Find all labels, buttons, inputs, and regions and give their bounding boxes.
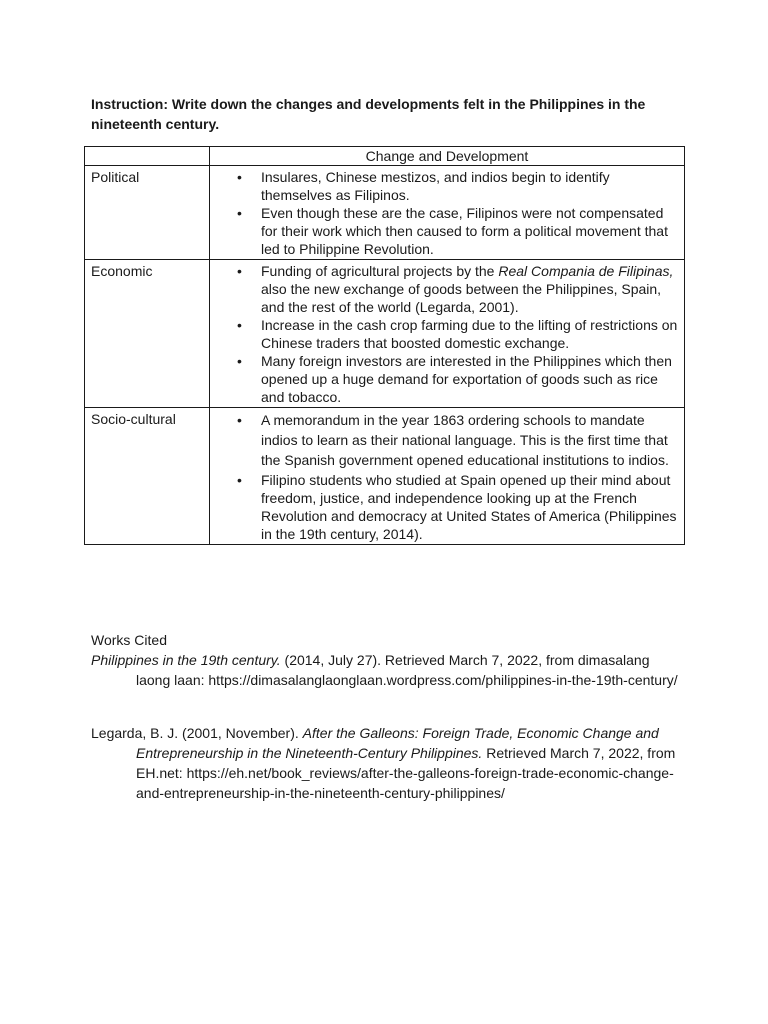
- items-economic: [210, 260, 685, 408]
- citation-entry: [91, 723, 681, 803]
- list-item: • Increase in the cash crop farming due to the lifting of restrictions on Chinese traders that boosted domestic exchange.: [210, 316, 678, 352]
- list-item-text: Funding of agricultural projects by the: [261, 263, 499, 279]
- table-row-socio-cultural: [85, 408, 685, 545]
- category-economic: Economic: [85, 260, 210, 408]
- citation-entry: [91, 650, 681, 690]
- citation-title: Philippines in the 19th century.: [91, 652, 281, 668]
- header-blank-cell: [85, 147, 210, 166]
- list-item: [210, 262, 678, 316]
- instruction-heading: Instruction: Write down the changes and developments felt in the Philippines in the nineteenth century.: [91, 96, 646, 132]
- category-political: Political: [85, 166, 210, 260]
- citation-author: Legarda, B. J. (2001, November).: [91, 725, 303, 741]
- list-item: • A memorandum in the year 1863 ordering schools to mandate indios to learn as their national language. This is the first time that the Spanish government opened educational institutions to indios.: [210, 410, 678, 470]
- change-development-table: [84, 146, 685, 545]
- items-political: [210, 166, 685, 260]
- citation-text: Retrieved March 7, 2022, from EH.net: https://eh.net/book_reviews/after-the-galleons-foreign-trade-economic-change-and-entrepreneurship-in-the-nineteenth-century-philippines/: [136, 745, 676, 801]
- citation-title: After the Galleons: Foreign Trade, Economic Change and Entrepreneurship in the Nineteenth-Century Philippines.: [136, 725, 659, 761]
- table-header-row: [85, 147, 685, 166]
- list-item: • Even though these are the case, Filipinos were not compensated for their work which then caused to form a political movement that led to Philippine Revolution.: [210, 204, 678, 258]
- citation-text: (2014, July 27). Retrieved March 7, 2022, from dimasalang laong laan: https://dimasalanglaonglaan.wordpress.com/philippines-in-the-19th-century/: [136, 652, 678, 688]
- list-item: • Insulares, Chinese mestizos, and indios begin to identify themselves as Filipinos.: [210, 168, 678, 204]
- table-row-economic: [85, 260, 685, 408]
- list-item: • Filipino students who studied at Spain opened up their mind about freedom, justice, and independence looking up at the French Revolution and democracy at United States of America (Philippines in the 19th century, 2014).: [210, 471, 678, 543]
- header-change-development: Change and Development: [210, 147, 685, 166]
- list-item-text: also the new exchange of goods between the Philippines, Spain, and the rest of the world (Legarda, 2001).: [261, 281, 662, 315]
- works-cited-heading: Works Cited: [91, 632, 167, 648]
- table-row-political: [85, 166, 685, 260]
- category-socio-cultural: Socio-cultural: [85, 408, 210, 545]
- italic-title: Real Compania de Filipinas,: [498, 263, 674, 279]
- items-socio-cultural: [210, 408, 685, 545]
- list-item: • Many foreign investors are interested in the Philippines which then opened up a huge demand for exportation of goods such as rice and tobacco.: [210, 352, 678, 406]
